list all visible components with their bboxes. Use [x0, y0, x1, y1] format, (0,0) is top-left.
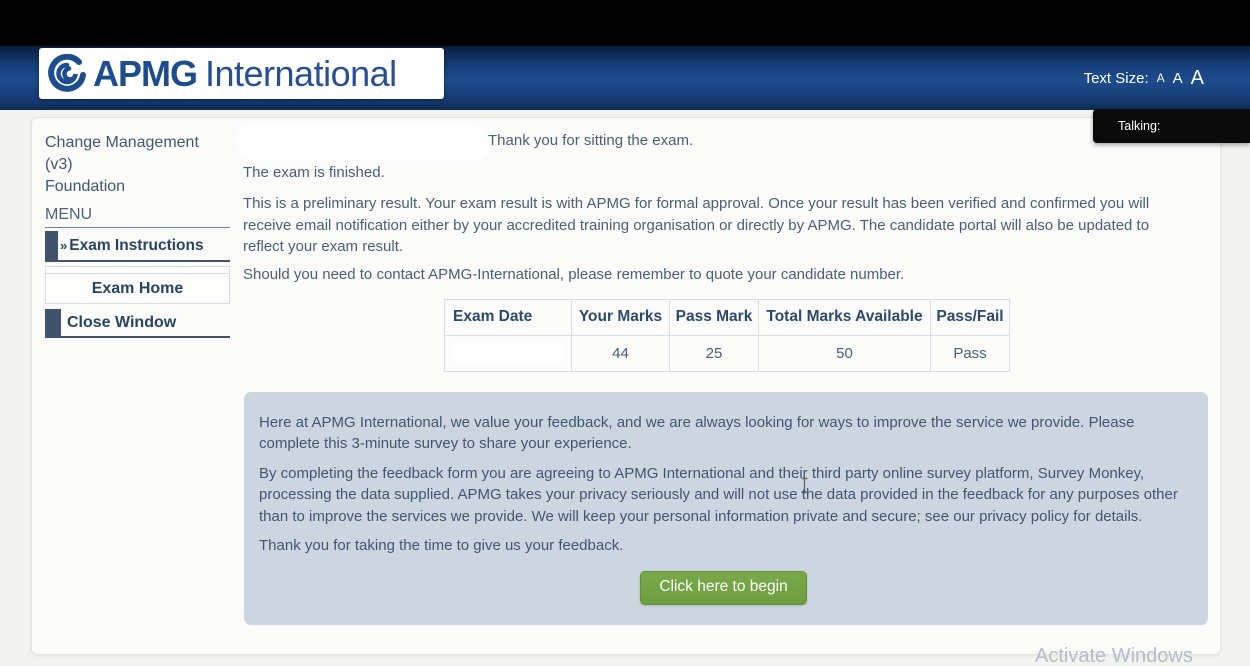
greeting-line	[243, 132, 1211, 156]
exam-finished-text: The exam is finished.	[243, 164, 385, 181]
sidebar-item-exam-home[interactable]	[45, 266, 230, 304]
cell-your-marks: 44	[572, 335, 670, 371]
begin-survey-button[interactable]: Click here to begin	[640, 571, 806, 605]
cell-pass-fail: Pass	[931, 335, 1010, 371]
greeting-text: Thank you for sitting the exam.	[488, 132, 694, 149]
sidebar	[45, 132, 230, 338]
col-header-total-marks: Total Marks Available	[759, 299, 931, 335]
feedback-paragraph-2: By completing the feedback form you are agreeing to APMG International and their third party online survey platform, Survey Monkey, processing the data supplied. APMG takes your privacy seriously and will not use the data provided in the feedback for any purposes other than to improve the services we provide. We will keep your personal information private and secure; see our privacy policy for details.	[259, 464, 1178, 525]
text-cursor	[799, 477, 810, 494]
text-size-medium-button[interactable]: A	[1172, 69, 1183, 87]
col-header-your-marks: Your Marks	[572, 299, 670, 335]
feedback-button-row	[259, 571, 1188, 605]
nav-square-icon	[45, 231, 58, 260]
course-title-line2: Foundation	[45, 178, 126, 195]
logo-brand-text: APMG	[93, 52, 197, 94]
sidebar-item-close-window[interactable]	[45, 309, 230, 338]
cell-exam-date	[445, 335, 572, 371]
candidate-name-redaction	[239, 127, 487, 157]
course-title-line1: Change Management (v3)	[45, 134, 199, 173]
menu-heading: MENU	[45, 206, 230, 228]
col-header-pass-fail: Pass/Fail	[931, 299, 1010, 335]
results-table-header-row	[445, 299, 1010, 335]
talking-label: Talking:	[1118, 119, 1161, 133]
talking-status-box	[1093, 109, 1250, 143]
contact-instruction-text: Should you need to contact APMG-International, please remember to quote your candidate number.	[243, 265, 905, 283]
cell-pass-mark: 25	[670, 335, 759, 371]
sidebar-item-label: Exam Home	[91, 280, 184, 297]
text-size-label: Text Size:	[1083, 69, 1149, 87]
col-header-pass-mark: Pass Mark	[670, 299, 759, 335]
feedback-paragraph-1: Here at APMG International, we value your feedback, and we are always looking for ways to improve the service we provide. Please complete this 3-minute survey to share your experience.	[259, 413, 1135, 452]
text-size-control	[1084, 46, 1204, 110]
apmg-swirl-icon	[47, 54, 87, 94]
top-black-bar	[0, 0, 1250, 46]
apmg-logo	[39, 48, 444, 99]
course-title	[45, 132, 230, 198]
sidebar-item-exam-instructions[interactable]	[45, 231, 230, 262]
results-table-row	[445, 335, 1010, 371]
preliminary-result-paragraph: This is a preliminary result. Your exam result is with APMG for formal approval. Once your result has been verified and confirmed you will receive email notification either by your accredited training organisation or directly by APMG. The candidate portal will also be updated to reflect your exam result.	[243, 195, 1150, 255]
chevron-right-icon: »	[60, 238, 68, 253]
results-table	[444, 299, 1010, 372]
home-box-divider	[46, 267, 229, 274]
app-header	[0, 46, 1250, 110]
text-size-small-button[interactable]: A	[1156, 71, 1165, 85]
text-size-large-button[interactable]: A	[1190, 67, 1204, 89]
sidebar-item-label: Close Window	[67, 313, 177, 331]
nav-square-icon	[45, 309, 61, 336]
feedback-paragraph-3: Thank you for taking the time to give us your feedback.	[259, 537, 624, 554]
main-panel	[31, 117, 1221, 655]
activate-windows-watermark: Activate Windows	[1035, 645, 1193, 666]
results-table-wrap	[444, 299, 1211, 372]
results-content	[243, 132, 1211, 625]
exam-date-redaction	[452, 341, 564, 365]
col-header-exam-date: Exam Date	[445, 299, 572, 335]
logo-brand-light-text: International	[205, 52, 397, 94]
feedback-survey-box	[244, 392, 1208, 625]
sidebar-item-label: Exam Instructions	[69, 236, 204, 254]
cell-total-marks: 50	[759, 335, 931, 371]
